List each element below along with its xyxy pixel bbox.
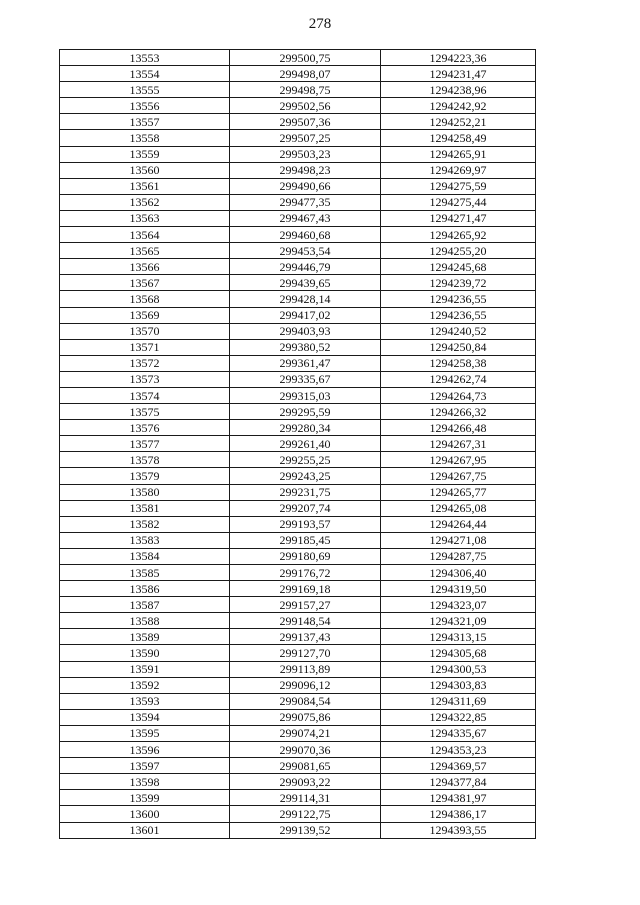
point-number-cell: 13591 [60,661,230,677]
table-row [60,50,536,66]
x-coordinate-cell: 299127,70 [230,645,381,661]
table-row [60,436,536,452]
y-coordinate-cell: 1294287,75 [381,548,536,564]
x-coordinate-cell: 299335,67 [230,371,381,387]
y-coordinate-cell: 1294262,74 [381,371,536,387]
x-coordinate-cell: 299380,52 [230,339,381,355]
point-number-cell: 13570 [60,323,230,339]
x-coordinate-cell: 299169,18 [230,581,381,597]
table-row [60,210,536,226]
x-coordinate-cell: 299467,43 [230,210,381,226]
x-coordinate-cell: 299507,36 [230,114,381,130]
y-coordinate-cell: 1294223,36 [381,50,536,66]
point-number-cell: 13582 [60,516,230,532]
x-coordinate-cell: 299122,75 [230,806,381,822]
y-coordinate-cell: 1294393,55 [381,822,536,838]
point-number-cell: 13580 [60,484,230,500]
table-row [60,178,536,194]
x-coordinate-cell: 299446,79 [230,259,381,275]
y-coordinate-cell: 1294264,73 [381,387,536,403]
x-coordinate-cell: 299417,02 [230,307,381,323]
x-coordinate-cell: 299261,40 [230,436,381,452]
x-coordinate-cell: 299460,68 [230,227,381,243]
x-coordinate-cell: 299207,74 [230,500,381,516]
table-row [60,468,536,484]
table-row [60,307,536,323]
table-row [60,500,536,516]
point-number-cell: 13587 [60,597,230,613]
point-number-cell: 13559 [60,146,230,162]
point-number-cell: 13572 [60,355,230,371]
page-number: 278 [308,16,332,32]
table-row [60,548,536,564]
x-coordinate-cell: 299137,43 [230,629,381,645]
y-coordinate-cell: 1294271,47 [381,210,536,226]
x-coordinate-cell: 299114,31 [230,790,381,806]
point-number-cell: 13585 [60,565,230,581]
x-coordinate-cell: 299503,23 [230,146,381,162]
y-coordinate-cell: 1294271,08 [381,532,536,548]
y-coordinate-cell: 1294231,47 [381,66,536,82]
table-row [60,822,536,838]
y-coordinate-cell: 1294322,85 [381,709,536,725]
table-row [60,243,536,259]
table-row [60,259,536,275]
point-number-cell: 13578 [60,452,230,468]
y-coordinate-cell: 1294275,59 [381,178,536,194]
x-coordinate-cell: 299139,52 [230,822,381,838]
table-row [60,130,536,146]
x-coordinate-cell: 299361,47 [230,355,381,371]
table-row [60,162,536,178]
table-row [60,355,536,371]
table-row [60,661,536,677]
table-row [60,613,536,629]
y-coordinate-cell: 1294265,92 [381,227,536,243]
table-row [60,565,536,581]
point-number-cell: 13589 [60,629,230,645]
point-number-cell: 13592 [60,677,230,693]
table-row [60,98,536,114]
point-number-cell: 13599 [60,790,230,806]
point-number-cell: 13594 [60,709,230,725]
point-number-cell: 13574 [60,387,230,403]
x-coordinate-cell: 299176,72 [230,565,381,581]
point-number-cell: 13566 [60,259,230,275]
point-number-cell: 13576 [60,420,230,436]
point-number-cell: 13556 [60,98,230,114]
x-coordinate-cell: 299070,36 [230,742,381,758]
x-coordinate-cell: 299500,75 [230,50,381,66]
y-coordinate-cell: 1294267,31 [381,436,536,452]
point-number-cell: 13557 [60,114,230,130]
table-row [60,677,536,693]
point-number-cell: 13600 [60,806,230,822]
table-row [60,275,536,291]
point-number-cell: 13595 [60,725,230,741]
table-row [60,227,536,243]
x-coordinate-cell: 299498,75 [230,82,381,98]
y-coordinate-cell: 1294303,83 [381,677,536,693]
point-number-cell: 13583 [60,532,230,548]
x-coordinate-cell: 299498,23 [230,162,381,178]
y-coordinate-cell: 1294353,23 [381,742,536,758]
y-coordinate-cell: 1294369,57 [381,758,536,774]
table-row [60,387,536,403]
y-coordinate-cell: 1294265,08 [381,500,536,516]
y-coordinate-cell: 1294239,72 [381,275,536,291]
y-coordinate-cell: 1294266,48 [381,420,536,436]
point-number-cell: 13575 [60,404,230,420]
point-number-cell: 13590 [60,645,230,661]
x-coordinate-cell: 299084,54 [230,693,381,709]
x-coordinate-cell: 299074,21 [230,725,381,741]
table-row [60,790,536,806]
x-coordinate-cell: 299096,12 [230,677,381,693]
y-coordinate-cell: 1294245,68 [381,259,536,275]
x-coordinate-cell: 299180,69 [230,548,381,564]
table-row [60,774,536,790]
point-number-cell: 13553 [60,50,230,66]
y-coordinate-cell: 1294240,52 [381,323,536,339]
x-coordinate-cell: 299075,86 [230,709,381,725]
x-coordinate-cell: 299502,56 [230,98,381,114]
table-row [60,420,536,436]
x-coordinate-cell: 299193,57 [230,516,381,532]
x-coordinate-cell: 299243,25 [230,468,381,484]
table-row [60,629,536,645]
point-number-cell: 13565 [60,243,230,259]
x-coordinate-cell: 299490,66 [230,178,381,194]
y-coordinate-cell: 1294321,09 [381,613,536,629]
x-coordinate-cell: 299185,45 [230,532,381,548]
point-number-cell: 13593 [60,693,230,709]
table-row [60,581,536,597]
y-coordinate-cell: 1294267,75 [381,468,536,484]
point-number-cell: 13569 [60,307,230,323]
x-coordinate-cell: 299428,14 [230,291,381,307]
table-row [60,709,536,725]
x-coordinate-cell: 299113,89 [230,661,381,677]
x-coordinate-cell: 299403,93 [230,323,381,339]
y-coordinate-cell: 1294323,07 [381,597,536,613]
coordinates-table-body [60,50,536,839]
y-coordinate-cell: 1294275,44 [381,194,536,210]
y-coordinate-cell: 1294269,97 [381,162,536,178]
y-coordinate-cell: 1294313,15 [381,629,536,645]
point-number-cell: 13564 [60,227,230,243]
y-coordinate-cell: 1294386,17 [381,806,536,822]
y-coordinate-cell: 1294258,38 [381,355,536,371]
point-number-cell: 13597 [60,758,230,774]
table-row [60,339,536,355]
x-coordinate-cell: 299507,25 [230,130,381,146]
y-coordinate-cell: 1294266,32 [381,404,536,420]
table-row [60,758,536,774]
point-number-cell: 13586 [60,581,230,597]
table-row [60,82,536,98]
y-coordinate-cell: 1294306,40 [381,565,536,581]
table-row [60,484,536,500]
point-number-cell: 13584 [60,548,230,564]
table-row [60,404,536,420]
table-row [60,725,536,741]
y-coordinate-cell: 1294267,95 [381,452,536,468]
table-row [60,806,536,822]
y-coordinate-cell: 1294236,55 [381,291,536,307]
point-number-cell: 13598 [60,774,230,790]
table-row [60,323,536,339]
table-row [60,114,536,130]
x-coordinate-cell: 299439,65 [230,275,381,291]
y-coordinate-cell: 1294300,53 [381,661,536,677]
x-coordinate-cell: 299157,27 [230,597,381,613]
x-coordinate-cell: 299477,35 [230,194,381,210]
table-row [60,516,536,532]
point-number-cell: 13601 [60,822,230,838]
y-coordinate-cell: 1294238,96 [381,82,536,98]
y-coordinate-cell: 1294319,50 [381,581,536,597]
point-number-cell: 13596 [60,742,230,758]
coordinates-table [59,49,536,839]
table-row [60,693,536,709]
table-row [60,742,536,758]
y-coordinate-cell: 1294377,84 [381,774,536,790]
point-number-cell: 13561 [60,178,230,194]
y-coordinate-cell: 1294252,21 [381,114,536,130]
x-coordinate-cell: 299255,25 [230,452,381,468]
x-coordinate-cell: 299453,54 [230,243,381,259]
point-number-cell: 13568 [60,291,230,307]
y-coordinate-cell: 1294305,68 [381,645,536,661]
y-coordinate-cell: 1294250,84 [381,339,536,355]
y-coordinate-cell: 1294264,44 [381,516,536,532]
point-number-cell: 13588 [60,613,230,629]
x-coordinate-cell: 299081,65 [230,758,381,774]
table-row [60,291,536,307]
point-number-cell: 13554 [60,66,230,82]
table-row [60,146,536,162]
x-coordinate-cell: 299295,59 [230,404,381,420]
point-number-cell: 13571 [60,339,230,355]
y-coordinate-cell: 1294265,77 [381,484,536,500]
table-row [60,66,536,82]
point-number-cell: 13579 [60,468,230,484]
point-number-cell: 13560 [60,162,230,178]
point-number-cell: 13577 [60,436,230,452]
x-coordinate-cell: 299280,34 [230,420,381,436]
point-number-cell: 13555 [60,82,230,98]
table-row [60,452,536,468]
y-coordinate-cell: 1294242,92 [381,98,536,114]
point-number-cell: 13558 [60,130,230,146]
table-row [60,532,536,548]
y-coordinate-cell: 1294265,91 [381,146,536,162]
point-number-cell: 13567 [60,275,230,291]
x-coordinate-cell: 299093,22 [230,774,381,790]
y-coordinate-cell: 1294236,55 [381,307,536,323]
table-row [60,371,536,387]
x-coordinate-cell: 299315,03 [230,387,381,403]
table-row [60,645,536,661]
x-coordinate-cell: 299148,54 [230,613,381,629]
point-number-cell: 13581 [60,500,230,516]
y-coordinate-cell: 1294311,69 [381,693,536,709]
y-coordinate-cell: 1294381,97 [381,790,536,806]
x-coordinate-cell: 299498,07 [230,66,381,82]
point-number-cell: 13563 [60,210,230,226]
point-number-cell: 13562 [60,194,230,210]
table-row [60,194,536,210]
point-number-cell: 13573 [60,371,230,387]
y-coordinate-cell: 1294258,49 [381,130,536,146]
y-coordinate-cell: 1294255,20 [381,243,536,259]
y-coordinate-cell: 1294335,67 [381,725,536,741]
x-coordinate-cell: 299231,75 [230,484,381,500]
table-row [60,597,536,613]
